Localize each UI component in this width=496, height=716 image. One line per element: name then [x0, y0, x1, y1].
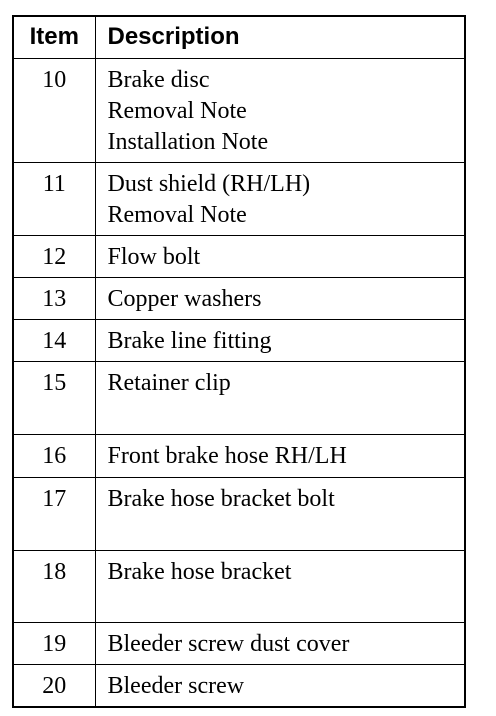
- table-row: [13, 361, 465, 434]
- description-line: Flow bolt: [107, 243, 201, 270]
- item-description: [95, 361, 465, 434]
- table-row: [13, 550, 465, 622]
- item-description: [95, 58, 465, 162]
- item-number: 20: [13, 664, 95, 707]
- description-line: Retainer clip: [107, 369, 231, 396]
- table-row: [13, 58, 465, 162]
- header-description: Description: [95, 16, 465, 58]
- description-line: Brake hose bracket bolt: [107, 485, 335, 512]
- item-number: 19: [13, 622, 95, 664]
- table-row: [13, 277, 465, 319]
- description-line: Removal Note: [107, 201, 247, 228]
- item-number: 15: [13, 361, 95, 434]
- item-number: 14: [13, 319, 95, 361]
- table-row: [13, 477, 465, 550]
- table-row: [13, 622, 465, 664]
- description-line: Brake disc: [107, 66, 210, 93]
- description-line: Brake hose bracket: [107, 558, 292, 585]
- table-row: [13, 235, 465, 277]
- item-description: [95, 550, 465, 622]
- description-line: Installation Note: [107, 128, 269, 155]
- table-row: [13, 162, 465, 235]
- item-description: [95, 434, 465, 477]
- item-description: [95, 235, 465, 277]
- description-line: Bleeder screw: [107, 672, 245, 699]
- item-number: 18: [13, 550, 95, 622]
- item-number: 10: [13, 58, 95, 162]
- table-row: [13, 664, 465, 707]
- item-number: 12: [13, 235, 95, 277]
- item-description: [95, 162, 465, 235]
- item-description: [95, 277, 465, 319]
- header-row: [13, 16, 465, 58]
- item-number: 11: [13, 162, 95, 235]
- description-line: Removal Note: [107, 97, 247, 124]
- table-row: [13, 434, 465, 477]
- item-description: [95, 622, 465, 664]
- item-description: [95, 664, 465, 707]
- description-line: Copper washers: [107, 285, 262, 312]
- parts-table: [12, 15, 466, 708]
- header-item: Item: [13, 16, 95, 58]
- item-description: [95, 319, 465, 361]
- item-number: 17: [13, 477, 95, 550]
- item-number: 16: [13, 434, 95, 477]
- item-number: 13: [13, 277, 95, 319]
- table-row: [13, 319, 465, 361]
- description-line: Bleeder screw dust cover: [107, 630, 350, 657]
- description-line: Brake line fitting: [107, 327, 272, 354]
- item-description: [95, 477, 465, 550]
- description-line: Dust shield (RH/LH): [107, 170, 311, 197]
- description-line: Front brake hose RH/LH: [107, 442, 347, 469]
